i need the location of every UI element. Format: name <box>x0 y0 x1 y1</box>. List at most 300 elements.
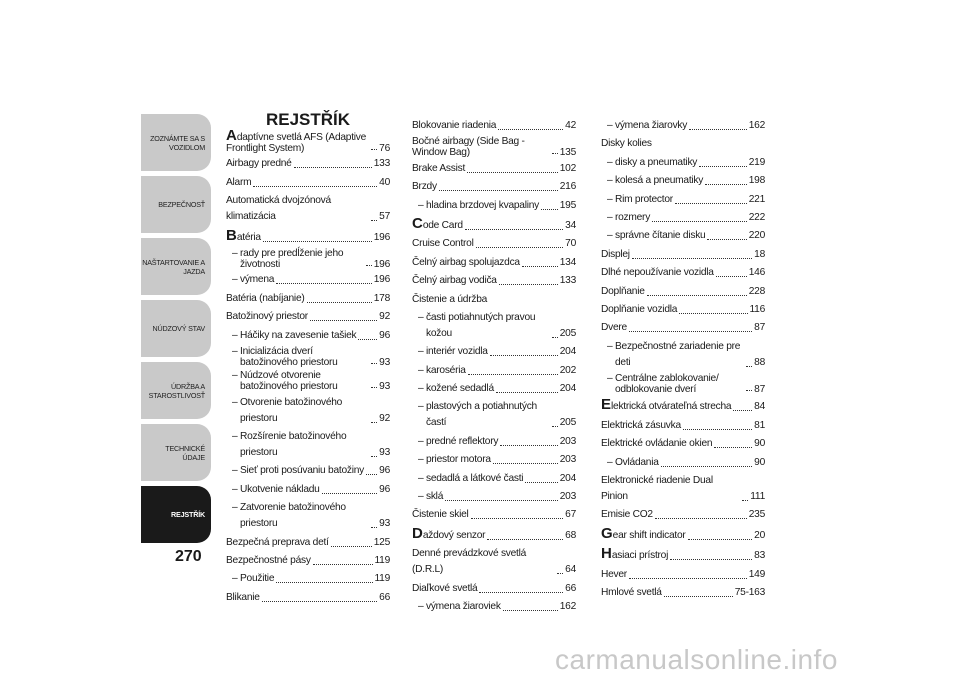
entry-page: 34 <box>565 219 576 231</box>
entry-label <box>416 489 443 505</box>
index-entry <box>601 247 765 263</box>
entry-text: – Zatvorenie batožinového priestoru <box>232 502 346 530</box>
entry-page: 96 <box>379 465 390 477</box>
dot-leader <box>498 129 563 130</box>
dot-leader <box>499 284 558 285</box>
tab-2[interactable]: NAŠTARTOVANIE A JAZDA <box>141 238 211 295</box>
entry-text: – priestor motora <box>418 454 491 466</box>
index-entry <box>412 310 576 342</box>
tab-3[interactable]: NÚDZOVÝ STAV <box>141 300 211 357</box>
entry-text: – sedadlá a látkové časti <box>418 472 524 484</box>
index-entry <box>601 320 765 336</box>
entry-text: – Použitie <box>232 573 275 585</box>
entry-label <box>601 585 662 601</box>
entry-text: – rozmery <box>607 211 651 223</box>
index-entry <box>226 156 390 172</box>
entry-page: 196 <box>373 258 390 270</box>
entry-text: Elektronické riadenie Dual Pinion <box>601 475 713 503</box>
index-entry <box>601 473 765 505</box>
entry-label <box>601 320 627 336</box>
dot-leader <box>465 229 563 230</box>
entry-label <box>416 599 501 615</box>
dot-leader <box>661 466 753 467</box>
entry-text: lektrická otvárateľná strecha <box>611 401 732 413</box>
entry-label <box>601 136 652 152</box>
entry-label <box>230 370 369 392</box>
entry-text: Blikanie <box>226 591 260 603</box>
entry-text: daptívne svetlá AFS (Adaptive Frontlight System) <box>226 132 367 154</box>
entry-page: 92 <box>379 311 390 323</box>
index-entry <box>412 161 576 177</box>
entry-label <box>601 567 627 583</box>
dot-leader <box>675 203 747 204</box>
dot-leader <box>688 539 753 540</box>
entry-page: 93 <box>379 518 390 530</box>
index-entry <box>226 228 390 246</box>
dot-leader <box>664 596 733 597</box>
entry-label <box>230 248 364 270</box>
entry-label <box>601 397 731 415</box>
entry-label <box>226 175 251 191</box>
index-entry <box>412 434 576 450</box>
entry-page: 162 <box>559 600 576 612</box>
dot-leader <box>322 493 378 494</box>
index-entry <box>601 526 765 544</box>
entry-text: Diaľkové svetlá <box>412 582 478 594</box>
entry-label <box>412 526 485 544</box>
dot-leader <box>552 426 558 427</box>
dot-leader <box>467 172 558 173</box>
entry-page: 87 <box>754 322 765 334</box>
entry-text: – výmena žiarovky <box>607 120 688 131</box>
entry-label <box>416 381 494 397</box>
entry-label <box>226 193 369 225</box>
entry-page: 93 <box>379 356 390 368</box>
entry-label <box>226 590 260 606</box>
entry-label <box>412 507 469 523</box>
entry-initial: C <box>412 214 423 232</box>
index-entry <box>226 500 390 532</box>
entry-page: 18 <box>754 248 765 260</box>
entry-label <box>230 272 274 288</box>
entry-text: – Ovládania <box>607 456 659 468</box>
entry-label <box>416 363 466 379</box>
dot-leader <box>471 518 564 519</box>
entry-label <box>412 255 520 271</box>
index-entry <box>412 198 576 214</box>
index-entry <box>226 429 390 461</box>
dot-leader <box>371 387 377 388</box>
entry-page: 221 <box>748 193 765 205</box>
index-entry <box>601 373 765 395</box>
index-entry <box>601 339 765 371</box>
entry-text: ear shift indicator <box>612 529 686 541</box>
entry-initial: G <box>601 524 613 542</box>
entry-text: – Otvorenie batožinového priestoru <box>232 396 343 424</box>
index-entry <box>601 173 765 189</box>
index-entry <box>601 567 765 583</box>
entry-page: 205 <box>559 417 576 429</box>
entry-label <box>226 309 308 325</box>
dot-leader <box>670 559 752 560</box>
entry-text: Elektrické ovládanie okien <box>601 438 713 450</box>
index-entry <box>412 236 576 252</box>
entry-page: 67 <box>565 509 576 521</box>
dot-leader <box>503 610 558 611</box>
index-entry <box>412 363 576 379</box>
entry-text: – správne čítanie disku <box>607 230 706 242</box>
dot-leader <box>445 500 558 501</box>
entry-label <box>230 463 364 479</box>
entry-text: – hladina brzdovej kvapaliny <box>418 199 539 211</box>
entry-text: Bočné airbagy (Side Bag - Window Bag) <box>412 136 525 159</box>
entry-page: 228 <box>748 285 765 297</box>
entry-page: 203 <box>559 491 576 503</box>
entry-text: – Rozšírenie batožinového priestoru <box>232 431 347 459</box>
tab-1[interactable]: BEZPEČNOSŤ <box>141 176 211 233</box>
dot-leader <box>263 241 372 242</box>
entry-page: 102 <box>559 162 576 174</box>
entry-label <box>601 507 653 523</box>
entry-text: – Sieť proti posúvaniu batožiny <box>232 465 364 477</box>
index-entry <box>412 216 576 234</box>
entry-page: 204 <box>559 383 576 395</box>
dot-leader <box>358 339 377 340</box>
page-number: 270 <box>175 548 202 565</box>
entry-text: – Núdzové otvorenie batožinového priestoru <box>232 370 338 393</box>
entry-text: – kožené sedadlá <box>418 383 494 395</box>
index-entry <box>226 291 390 307</box>
dot-leader <box>742 500 748 501</box>
entry-text: Brake Assist <box>412 162 466 174</box>
entry-label <box>226 291 305 307</box>
entry-page: 93 <box>379 447 390 459</box>
entry-page: 196 <box>373 274 390 286</box>
entry-text: – Bezpečnostné zariadenie pre deti <box>607 340 741 368</box>
dot-leader <box>479 592 563 593</box>
index-entry <box>412 471 576 487</box>
entry-text: Displej <box>601 248 630 260</box>
entry-page: 195 <box>559 199 576 211</box>
index-entry <box>412 546 576 578</box>
entry-page: 76 <box>379 143 390 154</box>
entry-text: Elektrická zásuvka <box>601 419 681 431</box>
entry-page: 119 <box>374 555 390 567</box>
entry-label <box>226 553 311 569</box>
entry-page: 81 <box>754 419 765 431</box>
dot-leader <box>366 474 377 475</box>
index-entry <box>412 273 576 289</box>
dot-leader <box>689 129 747 130</box>
index-entry <box>601 118 765 134</box>
index-entry <box>601 265 765 281</box>
entry-page: 92 <box>379 412 390 424</box>
dot-leader <box>746 390 752 391</box>
index-entry <box>601 585 765 601</box>
dot-leader <box>468 374 558 375</box>
entry-page: 93 <box>379 381 390 393</box>
entry-label <box>416 344 488 360</box>
entry-label <box>416 399 550 431</box>
entry-page: 90 <box>754 438 765 450</box>
entry-text: – výmena <box>232 274 275 286</box>
entry-label <box>605 118 687 134</box>
entry-label <box>416 434 498 450</box>
index-entry <box>226 309 390 325</box>
entry-label <box>601 265 714 281</box>
dot-leader <box>253 186 377 187</box>
index-entry <box>412 292 576 308</box>
entry-text: aždový senzor <box>422 529 486 541</box>
index-entry <box>226 328 390 344</box>
entry-text: Batéria (nabíjanie) <box>226 292 305 304</box>
dot-leader <box>371 527 377 528</box>
entry-text: – časti potiahnutých pravou kožou <box>418 311 536 339</box>
entry-label <box>230 328 356 344</box>
entry-page: 42 <box>565 120 576 131</box>
dot-leader <box>699 166 747 167</box>
dot-leader <box>714 447 752 448</box>
index-entry <box>412 179 576 195</box>
tab-5[interactable]: TECHNICKÉ ÚDAJE <box>141 424 211 481</box>
entry-text: Cruise Control <box>412 238 474 250</box>
entry-page: 204 <box>559 472 576 484</box>
entry-text: Doplňanie vozidla <box>601 303 678 315</box>
entry-text: Hever <box>601 568 627 580</box>
entry-text: Doplňanie <box>601 285 645 297</box>
entry-page: 203 <box>559 454 576 466</box>
entry-text: Airbagy predné <box>226 158 292 170</box>
dot-leader <box>500 445 558 446</box>
entry-text: Denné prevádzkové svetlá (D.R.L) <box>412 548 527 576</box>
entry-label <box>416 310 550 342</box>
index-entry <box>226 346 390 368</box>
dot-leader <box>490 355 558 356</box>
entry-page: 135 <box>559 147 576 159</box>
entry-text: Čelný airbag spolujazdca <box>412 256 520 268</box>
entry-page: 83 <box>754 550 765 562</box>
entry-label <box>601 418 681 434</box>
section-tabs <box>141 114 211 548</box>
entry-page: 235 <box>748 509 765 521</box>
entry-initial: E <box>601 396 612 414</box>
dot-leader <box>313 564 373 565</box>
index-entry <box>412 452 576 468</box>
entry-label <box>601 302 677 318</box>
dot-leader <box>716 276 747 277</box>
dot-leader <box>276 283 372 284</box>
entry-page: 66 <box>379 591 390 603</box>
entry-text: – sklá <box>418 491 444 503</box>
entry-label <box>416 452 491 468</box>
index-entry <box>601 192 765 208</box>
entry-label <box>601 436 712 452</box>
dot-leader <box>552 153 558 154</box>
index-entry <box>226 571 390 587</box>
tab-0[interactable]: ZOZNÁMTE SA S VOZIDLOM <box>141 114 211 171</box>
entry-label <box>412 136 550 158</box>
index-column-3 <box>601 118 765 603</box>
entry-page: 162 <box>748 120 765 131</box>
dot-leader <box>552 337 558 338</box>
index-entry <box>412 526 576 544</box>
entry-label <box>605 192 673 208</box>
tab-4[interactable]: ÚDRŽBA A STAROSTLIVOSŤ <box>141 362 211 419</box>
entry-page: 90 <box>754 456 765 468</box>
entry-label <box>230 571 274 587</box>
index-entry <box>601 455 765 471</box>
watermark: carmanualsonline.info <box>555 644 838 675</box>
entry-text: – Inicializácia dverí batožinového priestoru <box>232 345 338 368</box>
entry-page: 198 <box>748 175 765 187</box>
entry-label <box>416 198 539 214</box>
dot-leader <box>310 320 377 321</box>
entry-label <box>412 292 487 308</box>
entry-page: 57 <box>379 211 390 223</box>
entry-page: 88 <box>754 356 765 368</box>
dot-leader <box>371 422 377 423</box>
entry-label <box>605 455 659 471</box>
entry-label <box>226 127 369 154</box>
index-entry <box>601 136 765 152</box>
index-entry <box>226 395 390 427</box>
index-column-1 <box>226 112 390 608</box>
entry-page: 146 <box>748 267 765 279</box>
entry-page: 70 <box>565 238 576 250</box>
index-entry <box>226 590 390 606</box>
dot-leader <box>439 190 558 191</box>
entry-text: Brzdy <box>412 181 437 193</box>
index-entry <box>601 228 765 244</box>
entry-label <box>605 339 744 371</box>
dot-leader <box>476 247 564 248</box>
dot-leader <box>496 392 558 393</box>
entry-text: – plastových a potiahnutých častí <box>418 401 537 429</box>
entry-text: Batožinový priestor <box>226 311 308 323</box>
index-entry <box>226 463 390 479</box>
dot-leader <box>522 266 558 267</box>
entry-text: Bezpečná preprava detí <box>226 536 329 548</box>
entry-text: Emisie CO2 <box>601 509 653 521</box>
index-entry <box>601 302 765 318</box>
entry-text: – interiér vozidla <box>418 346 488 358</box>
dot-leader <box>707 239 746 240</box>
index-entry <box>226 127 390 154</box>
entry-page: 125 <box>373 536 390 548</box>
entry-text: – Centrálne zablokovanie/ odblokovanie dverí <box>607 373 719 396</box>
index-entry <box>412 399 576 431</box>
entry-text: ode Card <box>422 219 463 231</box>
entry-text: asiaci prístroj <box>611 550 669 562</box>
entry-label <box>605 373 744 395</box>
entry-page: 20 <box>754 529 765 541</box>
dot-leader <box>331 546 372 547</box>
entry-page: 66 <box>565 582 576 594</box>
index-entry <box>226 553 390 569</box>
dot-leader <box>307 302 372 303</box>
entry-text: – Rim protector <box>607 193 673 205</box>
entry-text: – karoséria <box>418 364 466 376</box>
entry-label <box>412 179 437 195</box>
entry-page: 84 <box>754 401 765 413</box>
entry-page: 216 <box>559 181 576 193</box>
dot-leader <box>487 539 563 540</box>
dot-leader <box>371 220 377 221</box>
entry-page: 196 <box>373 231 390 243</box>
dot-leader <box>294 167 372 168</box>
entry-text: Čelný airbag vodiča <box>412 275 497 287</box>
entry-label <box>412 273 497 289</box>
index-entry <box>226 193 390 225</box>
dot-leader <box>276 582 372 583</box>
entry-initial: D <box>412 524 423 542</box>
index-entry <box>226 370 390 392</box>
entry-text: – kolesá a pneumatiky <box>607 175 704 187</box>
entry-page: 40 <box>379 176 390 188</box>
entry-label <box>605 155 697 171</box>
entry-page: 119 <box>374 573 390 585</box>
tab-6[interactable]: REJSTŘÍK <box>141 486 211 543</box>
index-entry <box>412 344 576 360</box>
entry-page: 116 <box>749 303 765 315</box>
entry-label <box>412 216 463 234</box>
entry-label <box>226 156 292 172</box>
index-column-2 <box>412 118 576 617</box>
dot-leader <box>366 265 372 266</box>
index-title: REJSTŘÍK <box>265 110 351 129</box>
entry-label <box>412 118 496 134</box>
index-entry <box>412 381 576 397</box>
index-entry <box>226 248 390 270</box>
entry-label <box>412 161 465 177</box>
entry-page: 178 <box>373 292 390 304</box>
index-entry <box>412 581 576 597</box>
entry-label <box>601 526 686 544</box>
entry-page: 87 <box>754 384 765 396</box>
dot-leader <box>679 313 747 314</box>
entry-text: – predné reflektory <box>418 435 499 447</box>
entry-page: 203 <box>559 435 576 447</box>
entry-text: Alarm <box>226 176 252 188</box>
dot-leader <box>557 573 563 574</box>
index-entry <box>226 482 390 498</box>
entry-label <box>412 546 555 578</box>
entry-label <box>230 346 369 368</box>
entry-page: 64 <box>565 564 576 576</box>
entry-text: Bezpečnostné pásy <box>226 555 311 567</box>
index-entry <box>601 418 765 434</box>
dot-leader <box>262 601 377 602</box>
entry-page: 96 <box>379 483 390 495</box>
entry-page: 133 <box>559 275 576 287</box>
dot-leader <box>629 331 752 332</box>
entry-initial: B <box>226 226 237 244</box>
dot-leader <box>655 518 747 519</box>
index-entry <box>601 210 765 226</box>
entry-label <box>605 210 650 226</box>
entry-label <box>226 228 261 246</box>
entry-label <box>605 228 705 244</box>
dot-leader <box>683 429 752 430</box>
dot-leader <box>525 482 557 483</box>
entry-label <box>412 581 477 597</box>
dot-leader <box>652 221 747 222</box>
entry-label <box>416 471 523 487</box>
index-entry <box>226 175 390 191</box>
entry-label <box>230 395 369 427</box>
entry-text: – disky a pneumatiky <box>607 156 698 168</box>
entry-label <box>226 535 329 551</box>
